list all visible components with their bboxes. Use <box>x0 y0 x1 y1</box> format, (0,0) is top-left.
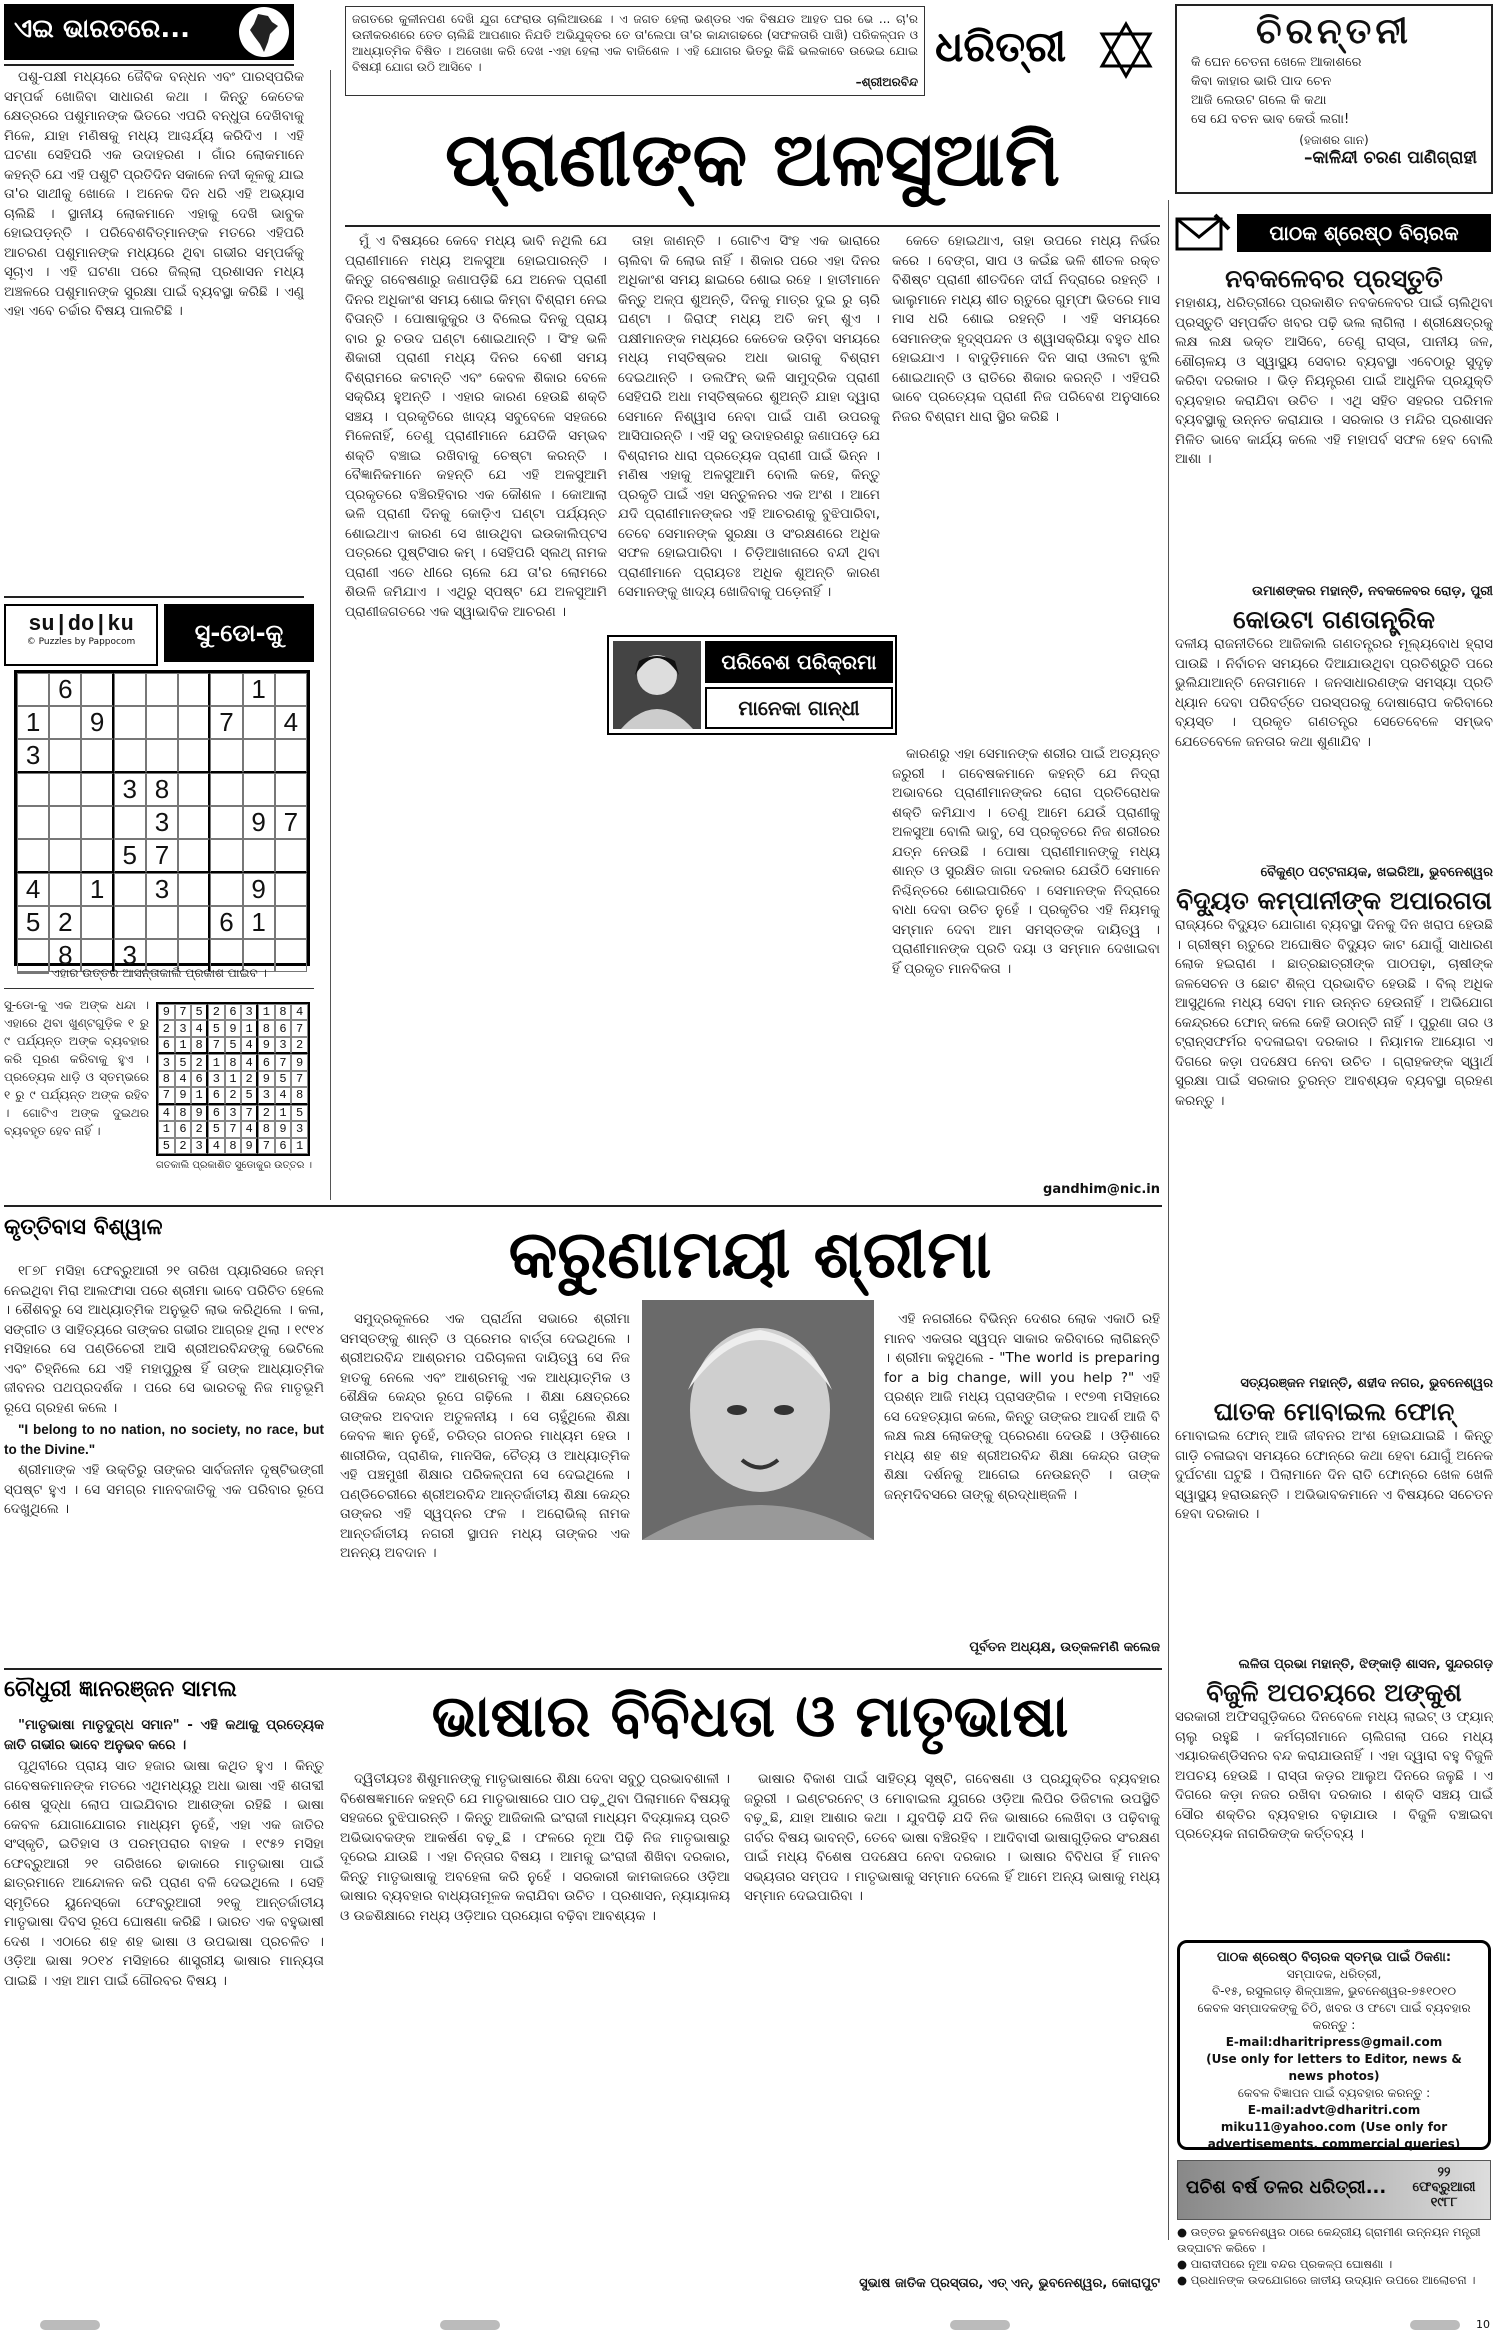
sudoku-solution-cell: 3 <box>208 1071 225 1087</box>
sudoku-cell <box>275 673 307 706</box>
mid-article-col2 <box>340 1310 630 1640</box>
sudoku-cell <box>81 806 113 839</box>
poem-author: –କାଳିନ୍ଦୀ ଚରଣ ପାଣିଗ୍ରାହୀ <box>1303 148 1477 168</box>
sudoku-solution-cell: 5 <box>208 1020 225 1036</box>
past-item-2: ● ପାରାଦୀପରେ ନୂଆ ବନ୍ଦର ପ୍ରକଳ୍ପ ଘୋଷଣା । <box>1177 2257 1393 2271</box>
sudoku-grid <box>14 670 310 970</box>
sudoku-solution-cell: 6 <box>275 1020 292 1036</box>
sudoku-solution-cell: 2 <box>158 1020 175 1036</box>
sudoku-cell <box>17 773 49 806</box>
sudoku-solution-cell: 7 <box>175 1004 192 1020</box>
sudoku-solution-cell: 3 <box>225 1105 242 1121</box>
sudoku-cell: 7 <box>210 706 242 739</box>
sudoku-logo-text: su|do|ku <box>28 612 134 637</box>
sudoku-cell <box>178 773 210 806</box>
sudoku-solution-cell: 3 <box>291 1121 308 1137</box>
sudoku-solution-cell: 7 <box>275 1054 292 1070</box>
sudoku-cell: 2 <box>49 906 81 939</box>
sudoku-solution-cell: 4 <box>291 1004 308 1020</box>
sudoku-cell: 4 <box>17 873 49 906</box>
sudoku-cell: 8 <box>146 773 178 806</box>
contact-line-2: ବି-୧୫, ରସୁଲଗଡ଼ ଶିଳ୍ପାଞ୍ଚଳ, ଭୁବନେଶ୍ୱର-୭୫୧୦୧୦ <box>1211 1984 1457 1998</box>
sudoku-solution-cell: 3 <box>275 1037 292 1054</box>
sudoku-cell <box>210 806 242 839</box>
main-col3-text: କେତେ ହୋଇଥାଏ, ତାହା ଉପରେ ମଧ୍ୟ ନିର୍ଭର କରେ । ବେଙ୍ଗ, ସାପ ଓ କଇଁଛ ଭଳି ଶୀତଳ ରକ୍ତ ବିଶିଷ୍ଟ ପ୍ରାଣୀ ଶୀତଦିନେ ଦୀର୍ଘ ନିଦ୍ରାରେ ରହନ୍ତି । ଭାଲୁମାନେ ମଧ୍ୟ ଶୀତ ଋତୁରେ ଗୁମ୍ଫା ଭିତରେ ମାସ ମାସ ଧରି ଶୋଇ ରହନ୍ତି । ଏହି ସମୟରେ ସେମାନଙ୍କ ହୃଦ୍‌ସ୍ପନ୍ଦନ ଓ ଶ୍ୱାସକ୍ରିୟା ବହୁତ ଧୀର ହୋଇଯାଏ । ବାଦୁଡ଼ିମାନେ ଦିନ ସାରା ଓଲଟା ଝୁଲି ଶୋଇଥାନ୍ତି ଓ ରାତିରେ ଶିକାର କରନ୍ତି । ଏହିପରି ଭାବେ ପ୍ରତ୍ୟେକ ପ୍ରାଣୀ ନିଜ ପରିବେଶ ଅନୁସାରେ ନିଜର ବିଶ୍ରାମ ଧାରା ସ୍ଥିର କରିଛି । <box>892 233 1160 425</box>
sudoku-solution-cell: 4 <box>241 1121 258 1137</box>
contact-line-1: ସମ୍ପାଦକ, ଧରିତ୍ରୀ, <box>1286 1967 1382 1981</box>
letter-2-body: ଦଳୀୟ ରାଜନୀତିରେ ଆଜିକାଲି ଗଣତନ୍ତ୍ରର ମୂଲ୍ୟବୋଧ ହ୍ରାସ ପାଉଛି । ନିର୍ବାଚନ ସମୟରେ ଦିଆଯାଉଥିବା ପ୍ରତିଶ୍ରୁତି ପରେ ଭୁଲିଯାଆନ୍ତି ନେତାମାନେ । ଜନସାଧାରଣଙ୍କ ସମସ୍ୟା ପ୍ରତି ଧ୍ୟାନ ଦେବା ପରିବର୍ତ୍ତେ ପରସ୍ପରକୁ ଦୋଷାରୋପ କରିବାରେ ବ୍ୟସ୍ତ । ପ୍ରକୃତ ଗଣତନ୍ତ୍ର ସେତେବେଳେ ସମ୍ଭବ ଯେତେବେଳେ ଜନତାର କଥା ଶୁଣାଯିବ । <box>1175 636 1493 750</box>
sudoku-solution-cell: 2 <box>225 1087 242 1104</box>
main-col1-text: ମୁଁ ଏ ବିଷୟରେ କେବେ ମଧ୍ୟ ଭାବି ନଥିଲି ଯେ ପ୍ରାଣୀମାନେ ମଧ୍ୟ ଅଳସୁଆ ହୋଇପାରନ୍ତି । କିନ୍ତୁ ଗବେଷଣାରୁ ଜଣାପଡ଼ିଛି ଯେ ଅନେକ ପ୍ରାଣୀ ଦିନର ଅଧିକାଂଶ ସମୟ ଶୋଇ କିମ୍ବା ବିଶ୍ରାମ ନେଇ ବିତାନ୍ତି । ପୋଷାକୁକୁର ଓ ବିଲେଇ ଦିନକୁ ପ୍ରାୟ ବାର ରୁ ଚଉଦ ଘଣ୍ଟା ଶୋଇଥାନ୍ତି । ସିଂହ ଭଳି ଶିକାରୀ ପ୍ରାଣୀ ମଧ୍ୟ ଦିନର ବେଶୀ ସମୟ ବିଶ୍ରାମରେ କଟାନ୍ତି ଏବଂ କେବଳ ଶିକାର ବେଳେ ସକ୍ରିୟ ହୁଅନ୍ତି । ଏହାର କାରଣ ହେଉଛି ଶକ୍ତି ସଞ୍ଚୟ । ପ୍ରକୃତିରେ ଖାଦ୍ୟ ସବୁବେଳେ ସହଜରେ ମିଳେନାହିଁ, ତେଣୁ ପ୍ରାଣୀମାନେ ଯେତିକି ସମ୍ଭବ ଶକ୍ତି ବଞ୍ଚାଇ ରଖିବାକୁ ଚେଷ୍ଟା କରନ୍ତି । ବୈଜ୍ଞାନିକମାନେ କହନ୍ତି ଯେ ଏହି ଅଳସୁଆମି ପ୍ରକୃତରେ ବଞ୍ଚିରହିବାର ଏକ କୌଶଳ । କୋଆଲା ଭଳି ପ୍ରାଣୀ ଦିନକୁ କୋଡ଼ିଏ ଘଣ୍ଟା ପର୍ଯ୍ୟନ୍ତ ଶୋଇଥାଏ କାରଣ ସେ ଖାଉଥିବା ଇଉକାଲିପ୍ଟସ ପତ୍ରରେ ପୁଷ୍ଟିସାର କମ୍ । ସେହିପରି ସ୍ଲଥ୍ ନାମକ ପ୍ରାଣୀ ଏତେ ଧୀରେ ଚାଲେ ଯେ ତା'ର ଲୋମରେ ଶିଉଳି ଜମିଯାଏ । ଏଥିରୁ ସ୍ପଷ୍ଟ ଯେ ଅଳସୁଆମି ପ୍ରାଣୀଜଗତରେ ଏକ ସ୍ୱାଭାବିକ ଆଚରଣ । <box>345 233 607 620</box>
sudoku-solution-cell: 3 <box>258 1087 275 1104</box>
contact-line-6: କେବଳ ବିଜ୍ଞାପନ ପାଇଁ ବ୍ୟବହାର କରନ୍ତୁ : <box>1237 2086 1431 2100</box>
india-map-icon <box>238 6 290 58</box>
sudoku-cell <box>17 673 49 706</box>
sudoku-cell <box>275 773 307 806</box>
mid-byline: ପୂର୍ବତନ ଅଧ୍ୟକ୍ଷ, ଉତ୍କଳମଣି କଲେଜ <box>969 1640 1160 1655</box>
poem-box <box>1175 4 1493 194</box>
sudoku-instructions: ସୁ-ଡୋ-କୁ ଏକ ଅଙ୍କ ଧନ୍ଦା । ଏହାରେ ଥିବା ଖୁଣ୍ଟଗୁଡ଼ିକ ୧ ରୁ ୯ ପର୍ଯ୍ୟନ୍ତ ଅଙ୍କ ବ୍ୟବହାର କରି ପୂରଣ କରିବାକୁ ହୁଏ । ପ୍ରତ୍ୟେକ ଧାଡ଼ି ଓ ସ୍ତମ୍ଭରେ ୧ ରୁ ୯ ପର୍ଯ୍ୟନ୍ତ ଅଙ୍କ ରହିବ । ଗୋଟିଏ ଅଙ୍କ ଦୁଇଥର ବ୍ୟବହୃତ ହେବ ନାହିଁ । <box>4 998 149 1138</box>
sudoku-solution-cell: 3 <box>191 1138 208 1154</box>
sudoku-answer-note: ଏହାର ଉତ୍ତର ଆସନ୍ତାକାଲି ପ୍ରକାଶ ପାଇବ । <box>51 966 267 980</box>
letter-5 <box>1175 1678 1493 1924</box>
sudoku-cell: 5 <box>17 906 49 939</box>
sudoku-solution-cell: 4 <box>241 1037 258 1054</box>
bottom-author: ଚୌଧୁରୀ ଜ୍ଞାନରଞ୍ଜନ ସାମଲ <box>4 1676 237 1702</box>
sudoku-cell <box>178 839 210 873</box>
sudoku-solution-cell: 2 <box>258 1105 275 1121</box>
sudoku-solution-cell: 4 <box>158 1105 175 1121</box>
bottom-col3-text: ଭାଷାର ବିକାଶ ପାଇଁ ସାହିତ୍ୟ ସୃଷ୍ଟି, ଗବେଷଣା ଓ ପ୍ରଯୁକ୍ତିର ବ୍ୟବହାର ଜରୁରୀ । ଇଣ୍ଟରନେଟ୍ ଓ ମୋବାଇଲ ଯୁଗରେ ଓଡ଼ିଆ ଲିପିର ଡିଜିଟାଲ ଉପସ୍ଥିତି ବଢ଼ୁଛି, ଯାହା ଆଶାର କଥା । ଯୁବପିଢ଼ି ଯଦି ନିଜ ଭାଷାରେ ଲେଖିବା ଓ ପଢ଼ିବାକୁ ଗର୍ବର ବିଷୟ ଭାବନ୍ତି, ତେବେ ଭାଷା ବଞ୍ଚିରହିବ । ଆଦିବାସୀ ଭାଷାଗୁଡ଼ିକର ସଂରକ୍ଷଣ ପାଇଁ ମଧ୍ୟ ବିଶେଷ ପଦକ୍ଷେପ ନେବା ଦରକାର । ଭାଷାର ବିବିଧତା ହିଁ ମାନବ ସଭ୍ୟତାର ସମ୍ପଦ । ମାତୃଭାଷାକୁ ସମ୍ମାନ ଦେଲେ ହିଁ ଆମେ ଅନ୍ୟ ଭାଷାକୁ ମଧ୍ୟ ସମ୍ମାନ ଦେଇପାରିବା । <box>744 1771 1160 1904</box>
sudoku-solution-cell: 2 <box>175 1138 192 1154</box>
sudoku-cell <box>210 773 242 806</box>
footer-marker-4 <box>1410 2320 1460 2330</box>
sudoku-solution-cell: 6 <box>208 1105 225 1121</box>
mid-article-col3 <box>884 1310 1160 1640</box>
sudoku-solution-cell: 8 <box>275 1004 292 1020</box>
sudoku-solution-cell: 2 <box>241 1071 258 1087</box>
past-item-3-text: ପ୍ରଧାନଙ୍କ ଉଦଯୋଗରେ ଜାତୀୟ ଉଦ୍ୟାନ ଉପରେ ଆଲୋଚନା । <box>1190 2273 1476 2287</box>
sudoku-solution-cell: 7 <box>241 1105 258 1121</box>
sudoku-cell <box>275 839 307 873</box>
sudoku-cell <box>114 806 146 839</box>
sudoku-solution-cell: 1 <box>275 1105 292 1121</box>
sudoku-cell <box>178 873 210 906</box>
sudoku-cell: 3 <box>114 939 146 972</box>
sudoku-cell: 7 <box>275 806 307 839</box>
star-of-david-icon <box>1096 20 1156 80</box>
sudoku-solution-cell: 3 <box>175 1020 192 1036</box>
sudoku-cell <box>178 739 210 773</box>
sudoku-solution-cell: 9 <box>258 1071 275 1087</box>
columnist-photo <box>613 641 701 729</box>
sudoku-solution-cell: 1 <box>175 1037 192 1054</box>
sudoku-solution-cell: 8 <box>158 1071 175 1087</box>
sudoku-cell <box>81 839 113 873</box>
past-item-2-text: ପାରାଦୀପରେ ନୂଆ ବନ୍ଦର ପ୍ରକଳ୍ପ ଘୋଷଣା । <box>1190 2257 1393 2271</box>
sudoku-cell <box>275 906 307 939</box>
sudoku-solution-cell: 8 <box>258 1020 275 1036</box>
sudoku-solution-cell: 7 <box>291 1020 308 1036</box>
sudoku-cell <box>275 873 307 906</box>
sudoku-solution-cell: 4 <box>208 1138 225 1154</box>
sudoku-cell <box>243 706 275 739</box>
sudoku-cell: 1 <box>243 906 275 939</box>
sudoku-cell <box>49 806 81 839</box>
main-article-col3 <box>892 232 1160 642</box>
bottom-article-col2 <box>340 1770 730 2290</box>
past-item-1: ● ଉତ୍ତର ଭୁବନେଶ୍ୱର ଠାରେ କେନ୍ଦ୍ରୀୟ ଗ୍ରାମୀଣ ଉନ୍ନୟନ ମନ୍ତ୍ରୀ ଉଦ୍‌ଘାଟନ କରିବେ । <box>1177 2225 1481 2255</box>
sudoku-solution-cell: 9 <box>225 1020 242 1036</box>
sudoku-cell <box>210 839 242 873</box>
quote-box <box>345 6 925 96</box>
letter-3 <box>1175 886 1493 1391</box>
poem-title: ଚିରନ୍ତନୀ <box>1255 10 1412 52</box>
columnist-name: ମାନେକା ଗାନ୍ଧୀ <box>705 687 893 729</box>
sudoku-solution-cell: 8 <box>225 1054 242 1070</box>
sudoku-cell <box>146 739 178 773</box>
sudoku-cell: 1 <box>17 706 49 739</box>
sudoku-cell <box>178 673 210 706</box>
mid-col1-text: ୧୮୭୮ ମସିହା ଫେବ୍ରୁଆରୀ ୨୧ ତାରିଖ ପ୍ୟାରିସରେ ଜନ୍ମ ନେଇଥିବା ମିରା ଆଲଫାସା ପରେ ଶ୍ରୀମା ଭାବେ ପରିଚିତ ହେଲେ । ଶୈଶବରୁ ସେ ଆଧ୍ୟାତ୍ମିକ ଅନୁଭୂତି ଲାଭ କରିଥିଲେ । କଳା, ସଙ୍ଗୀତ ଓ ସାହିତ୍ୟରେ ତାଙ୍କର ଗଭୀର ଆଗ୍ରହ ଥିଲା । ୧୯୧୪ ମସିହାରେ ସେ ପଣ୍ଡିଚେରୀ ଆସି ଶ୍ରୀଅରବିନ୍ଦଙ୍କୁ ଭେଟିଲେ ଏବଂ ଚିହ୍ନିଲେ ଯେ ଏହି ମହାପୁରୁଷ ହିଁ ତାଙ୍କ ଆଧ୍ୟାତ୍ମିକ ଜୀବନର ପଥପ୍ରଦର୍ଶକ । ପରେ ସେ ଭାରତକୁ ନିଜ ମାତୃଭୂମି ରୂପେ ଗ୍ରହଣ କଲେ । <box>4 1263 324 1416</box>
page-number: 10 <box>1476 2318 1490 2331</box>
sudoku-solution-cell: 1 <box>208 1054 225 1070</box>
main-article-email[interactable]: gandhim@nic.in <box>1043 1182 1160 1197</box>
sudoku-cell: 8 <box>49 939 81 972</box>
sudoku-solution-cell: 6 <box>225 1004 242 1020</box>
sudoku-cell <box>81 773 113 806</box>
left-article-body <box>4 68 304 588</box>
envelope-icon <box>1175 213 1231 253</box>
sudoku-solution-cell: 9 <box>275 1121 292 1137</box>
sudoku-cell <box>49 773 81 806</box>
sudoku-cell <box>275 739 307 773</box>
sudoku-solution-cell: 9 <box>291 1054 308 1070</box>
sudoku-cell <box>114 739 146 773</box>
sudoku-solution-cell: 2 <box>208 1004 225 1020</box>
letter-1-title: ନବକଳେବର ପ୍ରସ୍ତୁତି <box>1225 264 1443 293</box>
column-label: ଏଇ ଭାରତରେ... <box>14 14 190 44</box>
bottom-col1-text: ପୃଥିବୀରେ ପ୍ରାୟ ସାତ ହଜାର ଭାଷା କଥିତ ହୁଏ । କିନ୍ତୁ ଗବେଷକମାନଙ୍କ ମତରେ ଏଥିମଧ୍ୟରୁ ଅଧା ଭାଷା ଏହି ଶତାବ୍ଦୀ ଶେଷ ସୁଦ୍ଧା ଲୋପ ପାଇଯିବାର ଆଶଙ୍କା ରହିଛି । ଭାଷା କେବଳ ଯୋଗାଯୋଗର ମାଧ୍ୟମ ନୁହେଁ, ଏହା ଏକ ଜାତିର ସଂସ୍କୃତି, ଇତିହାସ ଓ ପରମ୍ପରାର ବାହକ । ୧୯୫୨ ମସିହା ଫେବ୍ରୁଆରୀ ୨୧ ତାରିଖରେ ଢାକାରେ ମାତୃଭାଷା ପାଇଁ ଛାତ୍ରମାନେ ଆନ୍ଦୋଳନ କରି ପ୍ରାଣ ବଳି ଦେଇଥିଲେ । ସେହି ସ୍ମୃତିରେ ୟୁନେସ୍କୋ ଫେବ୍ରୁଆରୀ ୨୧କୁ ଆନ୍ତର୍ଜାତୀୟ ମାତୃଭାଷା ଦିବସ ରୂପେ ଘୋଷଣା କରିଛି । ଭାରତ ଏକ ବହୁଭାଷୀ ଦେଶ । ଏଠାରେ ଶହ ଶହ ଭାଷା ଓ ଉପଭାଷା ପ୍ରଚଳିତ । ଓଡ଼ିଆ ଭାଷା ୨୦୧୪ ମସିହାରେ ଶାସ୍ତ୍ରୀୟ ଭାଷାର ମାନ୍ୟତା ପାଇଛି । ଏହା ଆମ ପାଇଁ ଗୌରବର ବିଷୟ । <box>4 1758 324 1989</box>
masthead-title: ଧରିତ୍ରୀ <box>935 22 1067 71</box>
sudoku-cell <box>146 673 178 706</box>
sudoku-solution-cell: 5 <box>175 1054 192 1070</box>
letter-5-body: ସରକାରୀ ଅଫିସଗୁଡ଼ିକରେ ଦିନବେଳେ ମଧ୍ୟ ଲାଇଟ୍ ଓ ଫ୍ୟାନ୍ ଚାଲୁ ରହୁଛି । କର୍ମଚାରୀମାନେ ଚାଲିଗଲା ପରେ ମଧ୍ୟ ଏୟାରକଣ୍ଡିସନର ବନ୍ଦ କରାଯାଉନାହିଁ । ଏହା ଦ୍ୱାରା ବହୁ ବିଜୁଳି ଅପଚୟ ହେଉଛି । ରାସ୍ତା କଡ଼ର ଆଲୁଅ ଦିନରେ ଜଳୁଛି । ଏ ଦିଗରେ କଡ଼ା ନଜର ରଖିବା ଦରକାର । ଶକ୍ତି ସଞ୍ଚୟ ପାଇଁ ସୌର ଶକ୍ତିର ବ୍ୟବହାର ବଢ଼ାଯାଉ । ବିଜୁଳି ବଞ୍ଚାଇବା ପ୍ରତ୍ୟେକ ନାଗରିକଙ୍କ କର୍ତ୍ତବ୍ୟ । <box>1175 1709 1493 1842</box>
quote-text: ଜଗତରେ କୁଳୀନପଣ ଦେଖି ଯୁଗ ଫେରାଉ ଚାଲିଆଉଛେ । ଏ ଜଗତ ହେଲା ଭଣ୍ଡର ଏକ ବିଷଯଡ ଆହତ ଘର ଭେ ... ଚା'ର ଉନୀକରଣରେ ତେତ ଚାଲିଛି ଆପଣାର ନିଯତି ଅଭିଯୁକ୍ତର ତେ ତା'ଲେପା ତା'ର କାନ୍ଦାଗଢରେ (ସଫଳତାରି ପାଖି) ପରିକଳ୍ପନ ଓ ଆଧ୍ୟାତ୍ମିକ ବିଷିତ । ଅତୋଖା କରି ଦେଖ -ଏହା ହେଲା ଏକ ବାଜିଶେଳ । ଏହି ଯୋଗର ଭିତରୁ କିଛି ଭଲକାବେ ଉଭେଇ ଯୋଇ ବିଷୟୀ ଯୋଗ ଉଠି ଆସିବେ । <box>352 12 918 74</box>
contact-email-advt[interactable]: E-mail:advt@dharitri.com <box>1247 2103 1421 2117</box>
sudoku-cell <box>178 806 210 839</box>
sudoku-solution-cell: 6 <box>158 1037 175 1054</box>
masthead <box>935 8 1160 98</box>
sudoku-solution-cell: 3 <box>241 1004 258 1020</box>
sudoku-solution-cell: 1 <box>291 1138 308 1154</box>
sudoku-solution-cell: 6 <box>275 1138 292 1154</box>
sudoku-cell <box>178 706 210 739</box>
poem-source: (ହଜାଶର ଗାନ) <box>1299 133 1369 147</box>
column-label-box <box>4 4 294 60</box>
sudoku-solution-cell: 5 <box>225 1037 242 1054</box>
sudoku-cell: 9 <box>243 873 275 906</box>
sudoku-solution-cell: 9 <box>258 1037 275 1054</box>
main-col2-text: ତାହା ଜାଣନ୍ତି । ଗୋଟିଏ ସିଂହ ଏକ ଭାରାରେ ଚାଲିବା କି ଲୋଭ ନାହିଁ । ଶିକାର ପରେ ଏହା ଦିନର ଅଧିକାଂଶ ସମୟ ଛାଇରେ ଶୋଇ ରହେ । ହାତୀମାନେ କିନ୍ତୁ ଅଳ୍ପ ଶୁଅନ୍ତି, ଦିନକୁ ମାତ୍ର ଦୁଇ ରୁ ଚାରି ଘଣ୍ଟା । ଜିରାଫ୍ ମଧ୍ୟ ଅତି କମ୍ ଶୁଏ । ପକ୍ଷୀମାନଙ୍କ ମଧ୍ୟରେ କେତେକ ଉଡ଼ିବା ସମୟରେ ମଧ୍ୟ ମସ୍ତିଷ୍କର ଅଧା ଭାଗକୁ ବିଶ୍ରାମ ଦେଇଥାନ୍ତି । ଡଲଫିନ୍ ଭଳି ସାମୁଦ୍ରିକ ପ୍ରାଣୀ ସେହିପରି ଅଧା ମସ୍ତିଷ୍କରେ ଶୁଅନ୍ତି ଯାହା ଦ୍ୱାରା ସେମାନେ ନିଶ୍ୱାସ ନେବା ପାଇଁ ପାଣି ଉପରକୁ ଆସିପାରନ୍ତି । ଏହି ସବୁ ଉଦାହରଣରୁ ଜଣାପଡ଼େ ଯେ ବିଶ୍ରାମର ଧାରା ପ୍ରତ୍ୟେକ ପ୍ରାଣୀ ପାଇଁ ଭିନ୍ନ । ମଣିଷ ଏହାକୁ ଅଳସୁଆମି ବୋଲି କହେ, କିନ୍ତୁ ପ୍ରକୃତି ପାଇଁ ଏହା ସନ୍ତୁଳନର ଏକ ଅଂଶ । ଆମେ ଯଦି ପ୍ରାଣୀମାନଙ୍କର ଏହି ଆଚରଣକୁ ବୁଝିପାରିବା, ତେବେ ସେମାନଙ୍କ ସୁରକ୍ଷା ଓ ସଂରକ୍ଷଣରେ ଅଧିକ ସଫଳ ହୋଇପାରିବା । ଚିଡ଼ିଆଖାନାରେ ବନ୍ଦୀ ଥିବା ପ୍ରାଣୀମାନେ ପ୍ରାୟତଃ ଅଧିକ ଶୁଅନ୍ତି କାରଣ ସେମାନଙ୍କୁ ଖାଦ୍ୟ ଖୋଜିବାକୁ ପଡ଼େନାହିଁ । <box>618 233 880 600</box>
sudoku-solution-cell: 8 <box>175 1105 192 1121</box>
sudoku-cell: 9 <box>243 806 275 839</box>
sudoku-cell <box>146 906 178 939</box>
mid-headline: କରୁଣାମୟୀ ଶ୍ରୀମା <box>508 1215 992 1293</box>
sudoku-solution-cell: 8 <box>291 1087 308 1104</box>
contact-email-press[interactable]: E-mail:dharitripress@gmail.com <box>1225 2035 1443 2049</box>
sudoku-solution-cell: 8 <box>258 1121 275 1137</box>
past-item-1-text: ଉତ୍ତର ଭୁବନେଶ୍ୱର ଠାରେ କେନ୍ଦ୍ରୀୟ ଗ୍ରାମୀଣ ଉନ୍ନୟନ ମନ୍ତ୍ରୀ ଉଦ୍‌ଘାଟନ କରିବେ । <box>1177 2225 1481 2255</box>
sudoku-cell: 6 <box>210 906 242 939</box>
sudoku-cell <box>210 873 242 906</box>
sudoku-cell <box>114 906 146 939</box>
mid-article-col1 <box>4 1262 324 1642</box>
sudoku-solution-cell: 4 <box>175 1071 192 1087</box>
mid-col3-text: ଏହି ନଗରୀରେ ବିଭିନ୍ନ ଦେଶର ଲୋକ ଏକାଠି ରହି ମାନବ ଏକତାର ସ୍ୱପ୍ନ ସାକାର କରିବାରେ ଲାଗିଛନ୍ତି । ଶ୍ରୀମା କହୁଥିଲେ - "The world is preparing for a big change, will you help ?" ଏହି ପ୍ରଶ୍ନ ଆଜି ମଧ୍ୟ ପ୍ରାସଙ୍ଗିକ । ୧୯୭୩ ମସିହାରେ ସେ ଦେହତ୍ୟାଗ କଲେ, କିନ୍ତୁ ତାଙ୍କର ଆଦର୍ଶ ଆଜି ବି ଲକ୍ଷ ଲକ୍ଷ ଲୋକଙ୍କୁ ପ୍ରେରଣା ଦେଉଛି । ଓଡ଼ିଶାରେ ମଧ୍ୟ ଶହ ଶହ ଶ୍ରୀଅରବିନ୍ଦ ଶିକ୍ଷା କେନ୍ଦ୍ର ତାଙ୍କ ଶିକ୍ଷା ଦର୍ଶନକୁ ଆଗେଇ ନେଉଛନ୍ତି । ତାଙ୍କ ଜନ୍ମଦିବସରେ ତାଙ୍କୁ ଶ୍ରଦ୍ଧାଞ୍ଜଳି । <box>884 1311 1160 1503</box>
sudoku-solution-cell: 5 <box>158 1138 175 1154</box>
past-items <box>1177 2224 1491 2294</box>
main-article-col1 <box>345 232 607 1197</box>
sudoku-cell <box>81 906 113 939</box>
letter-1-author: ଉମାଶଙ୍କର ମହାନ୍ତି, ନବକଳେବର ରୋଡ଼, ପୁରୀ <box>1252 584 1493 599</box>
footer-bar <box>0 2316 1498 2334</box>
sudoku-cell <box>178 906 210 939</box>
contact-line-5: (Use only for letters to Editor, news & news photos) <box>1206 2052 1462 2083</box>
sudoku-cell <box>49 739 81 773</box>
sudoku-cell: 9 <box>81 706 113 739</box>
footer-marker-2 <box>440 2320 500 2330</box>
sudoku-title-text: ସୁ-ଡୋ-କୁ <box>194 619 284 647</box>
letter-4-author: ଲଳିତା ପ୍ରଭା ମହାନ୍ତି, ଝିଙ୍କାଡ଼ି ଶାସନ, ସୁନ୍ଦରଗଡ଼ <box>1238 1657 1493 1672</box>
sudoku-solution-grid <box>156 1002 310 1156</box>
sudoku-cell <box>114 673 146 706</box>
sudoku-cell <box>243 839 275 873</box>
column-title: ପରିବେଶ ପରିକ୍ରମା <box>705 641 893 683</box>
sudoku-solution-cell: 7 <box>208 1037 225 1054</box>
sudoku-solution-cell: 6 <box>175 1121 192 1137</box>
sudoku-cell: 1 <box>243 673 275 706</box>
sudoku-solution-cell: 2 <box>191 1121 208 1137</box>
sudoku-cell: 3 <box>17 739 49 773</box>
sudoku-solution-cell: 7 <box>225 1121 242 1137</box>
sudoku-solution-cell: 4 <box>241 1054 258 1070</box>
sudoku-solution-cell: 5 <box>275 1071 292 1087</box>
sudoku-solution-cell: 6 <box>258 1054 275 1070</box>
sudoku-solution-cell: 9 <box>191 1105 208 1121</box>
sudoku-cell <box>114 873 146 906</box>
sudoku-cell <box>243 773 275 806</box>
sudoku-logo-sub: © Puzzles by Pappocom <box>26 637 136 647</box>
sudoku-cell: 3 <box>114 773 146 806</box>
sudoku-cell <box>81 739 113 773</box>
letter-2-title: କୋଉଟା ଗଣତାନ୍ତ୍ରିକ <box>1233 605 1435 634</box>
sudoku-solution-cell: 5 <box>208 1121 225 1137</box>
sudoku-cell: 5 <box>114 839 146 873</box>
bottom-intro: "ମାତୃଭାଷା ମାତୃଦୁଗ୍ଧ ସମାନ" - ଏହି କଥାକୁ ପ୍ରତ୍ୟେକ ଜାତି ଗଭୀର ଭାବେ ଅନୁଭବ କରେ । <box>4 1717 324 1753</box>
poem-line-3: ଆଜି ଲେଉଟ ଗଲେ କି କଥା <box>1191 93 1327 108</box>
sudoku-solution-cell: 5 <box>241 1087 258 1104</box>
past-item-3: ● ପ୍ରଧାନଙ୍କ ଉଦଯୋଗରେ ଜାତୀୟ ଉଦ୍ୟାନ ଉପରେ ଆଲୋଚନା । <box>1177 2273 1476 2287</box>
sudoku-solution-cell: 5 <box>291 1105 308 1121</box>
sudoku-cell: 1 <box>81 873 113 906</box>
sudoku-cell: 3 <box>146 873 178 906</box>
sudoku-cell <box>49 839 81 873</box>
sudoku-solution-cell: 1 <box>258 1004 275 1020</box>
letter-3-body: ରାଜ୍ୟରେ ବିଦ୍ୟୁତ ଯୋଗାଣ ବ୍ୟବସ୍ଥା ଦିନକୁ ଦିନ ଖରାପ ହେଉଛି । ଗ୍ରୀଷ୍ମ ଋତୁରେ ଅଘୋଷିତ ବିଦ୍ୟୁତ କାଟ ଯୋଗୁଁ ସାଧାରଣ ଲୋକ ହଇରାଣ । ଛାତ୍ରଛାତ୍ରୀଙ୍କ ପାଠପଢ଼ା, ଚାଷୀଙ୍କ ଜଳସେଚନ ଓ ଛୋଟ ଶିଳ୍ପ ପ୍ରଭାବିତ ହେଉଛି । ବିଲ୍ ଅଧିକ ଆସୁଥିଲେ ମଧ୍ୟ ସେବା ମାନ ଉନ୍ନତ ହେଉନାହିଁ । ଅଭିଯୋଗ କେନ୍ଦ୍ରରେ ଫୋନ୍ କଲେ କେହି ଉଠାନ୍ତି ନାହିଁ । ପୁରୁଣା ତାର ଓ ଟ୍ରାନ୍ସଫର୍ମର ବଦଳାଇବା ଦରକାର । ନିୟାମକ ଆୟୋଗ ଏ ଦିଗରେ କଡ଼ା ପଦକ୍ଷେପ ନେବା ଉଚିତ । ଗ୍ରାହକଙ୍କ ସ୍ୱାର୍ଥ ସୁରକ୍ଷା ପାଇଁ ସରକାର ତୁରନ୍ତ ଆବଶ୍ୟକ ବ୍ୟବସ୍ଥା ଗ୍ରହଣ କରନ୍ତୁ । <box>1175 917 1493 1109</box>
letter-4 <box>1175 1397 1493 1672</box>
sudoku-cell <box>49 873 81 906</box>
letter-3-author: ସତ୍ୟରଞ୍ଜନ ମହାନ୍ତି, ଶହୀଦ ନଗର, ଭୁବନେଶ୍ୱର <box>1240 1376 1493 1391</box>
sudoku-solution-cell: 3 <box>158 1054 175 1070</box>
mid-quote-en: "I belong to no nation, no society, no race, but to the Divine." <box>4 1422 324 1457</box>
sudoku-solution-cell: 8 <box>225 1138 242 1154</box>
main-headline: ପ୍ରାଣୀଙ୍କ ଅଳସୁଆମି <box>444 117 1061 203</box>
sudoku-solution-cell: 9 <box>241 1138 258 1154</box>
mid-col1b-text: ଶ୍ରୀମାଙ୍କ ଏହି ଉକ୍ତିରୁ ତାଙ୍କର ସାର୍ବଜନୀନ ଦୃଷ୍ଟିଭଙ୍ଗୀ ସ୍ପଷ୍ଟ ହୁଏ । ସେ ସମଗ୍ର ମାନବଜାତିକୁ ଏକ ପରିବାର ରୂପେ ଦେଖୁଥିଲେ । <box>4 1462 324 1517</box>
sudoku-solution-cell: 6 <box>191 1071 208 1087</box>
sudoku-solution-cell: 4 <box>275 1087 292 1104</box>
sudoku-cell <box>210 673 242 706</box>
sudoku-solution-note: ଗତକାଲି ପ୍ରକାଶିତ ସୁଡୋକୁର ଉତ୍ତର । <box>156 1160 313 1171</box>
contact-line-9: advertisements, commercial queries) <box>1207 2137 1461 2151</box>
sudoku-solution-cell: 1 <box>225 1071 242 1087</box>
sudoku-title <box>164 604 314 662</box>
letter-5-title: ବିଜୁଳି ଅପଚୟରେ ଅଙ୍କୁଶ <box>1206 1678 1462 1707</box>
sudoku-cell <box>81 673 113 706</box>
columnist-badge <box>607 635 897 735</box>
sudoku-cell <box>17 839 49 873</box>
sudoku-cell <box>146 706 178 739</box>
letter-1-body: ମହାଶୟ, ଧରିତ୍ରୀରେ ପ୍ରକାଶିତ ନବକଳେବର ପାଇଁ ଚାଲିଥିବା ପ୍ରସ୍ତୁତି ସମ୍ପର୍କିତ ଖବର ପଢ଼ି ଭଲ ଲାଗିଲା । ଶ୍ରୀକ୍ଷେତ୍ରକୁ ଲକ୍ଷ ଲକ୍ଷ ଭକ୍ତ ଆସିବେ, ତେଣୁ ରାସ୍ତା, ପାନୀୟ ଜଳ, ଶୌଚାଳୟ ଓ ସ୍ୱାସ୍ଥ୍ୟ ସେବାର ବ୍ୟବସ୍ଥା ଏବେଠାରୁ ସୁଦୃଢ଼ କରିବା ଦରକାର । ଭିଡ଼ ନିୟନ୍ତ୍ରଣ ପାଇଁ ଆଧୁନିକ ପ୍ରଯୁକ୍ତି ବ୍ୟବହାର କରାଯିବା ଉଚିତ । ଏଥି ସହିତ ସହରର ପରିମଳ ବ୍ୟବସ୍ଥାକୁ ଉନ୍ନତ କରାଯାଉ । ସରକାର ଓ ମନ୍ଦିର ପ୍ରଶାସନ ମିଳିତ ଭାବେ କାର୍ଯ୍ୟ କଲେ ଏହି ମହାପର୍ବ ସଫଳ ହେବ ବୋଲି ଆଶା । <box>1175 295 1493 467</box>
sudoku-solution-cell: 9 <box>175 1087 192 1104</box>
sudoku-cell <box>114 706 146 739</box>
main-article-col3b <box>892 745 1160 1175</box>
sudoku-cell: 7 <box>146 839 178 873</box>
sudoku-cell <box>210 739 242 773</box>
sudoku-solution-cell: 6 <box>208 1087 225 1104</box>
sudoku-solution-cell: 2 <box>191 1054 208 1070</box>
letter-1 <box>1175 264 1493 599</box>
left-article-text: ପଶୁ-ପକ୍ଷୀ ମଧ୍ୟରେ ଜୈବିକ ବନ୍ଧନ ଏବଂ ପାରସ୍ପରିକ ସମ୍ପର୍କ ଖୋଜିବା ସାଧାରଣ କଥା । କିନ୍ତୁ କେତେକ କ୍ଷେତ୍ରରେ ପଶୁମାନଙ୍କ ଭିତରେ ଏପରି ବନ୍ଧୁତା ଦେଖିବାକୁ ମିଳେ, ଯାହା ମଣିଷକୁ ମଧ୍ୟ ଆଶ୍ଚର୍ଯ୍ୟ କରିଦିଏ । ଏହି ଘଟଣା ସେହିପରି ଏକ ଉଦାହରଣ । ଗାଁର ଲୋକମାନେ କହନ୍ତି ଯେ ଏହି ପଶୁଟି ପ୍ରତିଦିନ ସକାଳେ ନଦୀ କୂଳକୁ ଯାଇ ତା'ର ସାଥୀକୁ ଖୋଜେ । ଅନେକ ଦିନ ଧରି ଏହି ଅଭ୍ୟାସ ଚାଲିଛି । ସ୍ଥାନୀୟ ଲୋକମାନେ ଏହାକୁ ଦେଖି ଭାବୁକ ହୋଇପଡ଼ନ୍ତି । ପରିବେଶବିତ୍‌ମାନଙ୍କ ମତରେ ଏହିପରି ଆଚରଣ ପଶୁମାନଙ୍କ ମଧ୍ୟରେ ଥିବା ଗଭୀର ସମ୍ପର୍କକୁ ସୂଚାଏ । ଏହି ଘଟଣା ପରେ ଜିଲ୍ଲା ପ୍ରଶାସନ ମଧ୍ୟ ଅଞ୍ଚଳରେ ପଶୁମାନଙ୍କ ସୁରକ୍ଷା ପାଇଁ ବ୍ୟବସ୍ଥା କରିଛି । ଏଣୁ ଏହା ଏବେ ଚର୍ଚ୍ଚାର ବିଷୟ ପାଲଟିଛି । <box>4 69 304 319</box>
footer-marker-3 <box>950 2320 1010 2330</box>
letters-column <box>1175 264 1493 1924</box>
bottom-byline: ସୁଭାଷ ଜାତିକ ପ୍ରସ୍ତାର, ଏତ୍ ଏନ୍, ଭୁବନେଶ୍ୱର, କୋରାପୁଟ <box>859 2276 1160 2291</box>
sudoku-solution-cell: 7 <box>291 1071 308 1087</box>
mid-author: କୃତ୍ତିବାସ ବିଶ୍ୱାଳ <box>4 1214 163 1240</box>
sudoku-solution-cell: 4 <box>191 1020 208 1036</box>
letter-4-title: ଘାତକ ମୋବାଇଲ ଫୋନ୍ <box>1213 1397 1455 1426</box>
sudoku-cell <box>49 706 81 739</box>
sudoku-solution-cell: 8 <box>191 1037 208 1054</box>
past-label: ପଚିଶ ବର୍ଷ ତଳର ଧରିତ୍ରୀ... <box>1186 2177 1387 2198</box>
footer-marker-1 <box>40 2320 100 2330</box>
contact-box <box>1177 1940 1491 2150</box>
poem-line-4: ସେ ଯେ ବଚନ ଭାବ କେଉଁ ଲଗା! <box>1191 112 1350 127</box>
poem-line-2: କିବା କାହାର ଭାରି ପାଦ ଚେନ <box>1191 74 1332 89</box>
main-col3b-text: କାରଣରୁ ଏହା ସେମାନଙ୍କ ଶରୀର ପାଇଁ ଅତ୍ୟନ୍ତ ଜରୁରୀ । ଗବେଷକମାନେ କହନ୍ତି ଯେ ନିଦ୍ରା ଅଭାବରେ ପ୍ରାଣୀମାନଙ୍କର ରୋଗ ପ୍ରତିରୋଧକ ଶକ୍ତି କମିଯାଏ । ତେଣୁ ଆମେ ଯେଉଁ ପ୍ରାଣୀକୁ ଅଳସୁଆ ବୋଲି ଭାବୁ, ସେ ପ୍ରକୃତରେ ନିଜ ଶରୀରର ଯତ୍ନ ନେଉଛି । ପୋଷା ପ୍ରାଣୀମାନଙ୍କୁ ମଧ୍ୟ ଶାନ୍ତ ଓ ସୁରକ୍ଷିତ ଜାଗା ଦରକାର ଯେଉଁଠି ସେମାନେ ନିଶ୍ଚିନ୍ତରେ ଶୋଇପାରିବେ । ସେମାନଙ୍କ ନିଦ୍ରାରେ ବାଧା ଦେବା ଉଚିତ ନୁହେଁ । ପ୍ରକୃତିର ଏହି ନିୟମକୁ ସମ୍ମାନ ଦେବା ଆମ ସମସ୍ତଙ୍କ ଦାୟିତ୍ୱ । ପ୍ରାଣୀମାନଙ୍କ ପ୍ରତି ଦୟା ଓ ସମ୍ମାନ ଦେଖାଇବା ହିଁ ପ୍ରକୃତ ମାନବିକତା । <box>892 746 1160 977</box>
sudoku-cell <box>243 739 275 773</box>
mid-col2-text: ସମୁଦ୍ରକୂଳରେ ଏକ ପ୍ରାର୍ଥନା ସଭାରେ ଶ୍ରୀମା ସମସ୍ତଙ୍କୁ ଶାନ୍ତି ଓ ପ୍ରେମର ବାର୍ତ୍ତା ଦେଇଥିଲେ । ଶ୍ରୀଅରବିନ୍ଦ ଆଶ୍ରମର ପରିଚାଳନା ଦାୟିତ୍ୱ ସେ ନିଜ ହାତକୁ ନେଲେ ଏବଂ ଆଶ୍ରମକୁ ଏକ ଆଧ୍ୟାତ୍ମିକ ଓ ଶୈକ୍ଷିକ କେନ୍ଦ୍ର ରୂପେ ଗଢ଼ିଲେ । ଶିକ୍ଷା କ୍ଷେତ୍ରରେ ତାଙ୍କର ଅବଦାନ ଅତୁଳନୀୟ । ସେ ଚାହୁଁଥିଲେ ଶିକ୍ଷା କେବଳ ଜ୍ଞାନ ନୁହେଁ, ଚରିତ୍ର ଗଠନର ମାଧ୍ୟମ ହେଉ । ଶାରୀରିକ, ପ୍ରାଣିକ, ମାନସିକ, ଚୈତ୍ୟ ଓ ଆଧ୍ୟାତ୍ମିକ ଏହି ପଞ୍ଚମୁଖୀ ଶିକ୍ଷାର ପରିକଳ୍ପନା ସେ ଦେଇଥିଲେ । ପଣ୍ଡିଚେରୀରେ ଶ୍ରୀଅରବିନ୍ଦ ଆନ୍ତର୍ଜାତୀୟ ଶିକ୍ଷା କେନ୍ଦ୍ର ତାଙ୍କର ଏହି ସ୍ୱପ୍ନର ଫଳ । ଅରୋଭିଲ୍ ନାମକ ଆନ୍ତର୍ଜାତୀୟ ନଗରୀ ସ୍ଥାପନ ମଧ୍ୟ ତାଙ୍କର ଏକ ଅନନ୍ୟ ଅବଦାନ । <box>340 1311 630 1561</box>
sudoku-solution-cell: 1 <box>158 1121 175 1137</box>
letters-header-title: ପାଠକ ଶ୍ରେଷ୍ଠ ବିଚାରକ <box>1237 214 1491 252</box>
sudoku-cell: 3 <box>146 806 178 839</box>
sudoku-solution-cell: 2 <box>291 1037 308 1054</box>
bottom-article-col3 <box>744 1770 1160 2270</box>
letter-2-author: ବୈକୁଣ୍ଠ ପଟ୍ଟନାୟକ, ଖଇରିଆ, ଭୁବନେଶ୍ୱର <box>1260 865 1493 880</box>
letter-4-body: ମୋବାଇଲ ଫୋନ୍ ଆଜି ଜୀବନର ଅଂଶ ହୋଇଯାଇଛି । କିନ୍ତୁ ଗାଡ଼ି ଚଳାଇବା ସମୟରେ ଫୋନ୍‌ରେ କଥା ହେବା ଯୋଗୁଁ ଅନେକ ଦୁର୍ଘଟଣା ଘଟୁଛି । ପିଲାମାନେ ଦିନ ରାତି ଫୋନ୍‌ରେ ଖେଳ ଖେଳି ସ୍ୱାସ୍ଥ୍ୟ ହରାଉଛନ୍ତି । ଅଭିଭାବକମାନେ ଏ ବିଷୟରେ ସଚେତନ ହେବା ଦରକାର । <box>1175 1428 1493 1522</box>
sudoku-cell: 6 <box>49 673 81 706</box>
contact-line-3: କେବଳ ସମ୍ପାଦକଙ୍କୁ ଚିଠି, ଖବର ଓ ଫଟୋ ପାଇଁ ବ୍ୟବହାର କରନ୍ତୁ : <box>1197 2001 1471 2032</box>
quote-author: –ଶ୍ରୀଅରବିନ୍ଦ <box>855 75 918 89</box>
letter-2 <box>1175 605 1493 880</box>
sudoku-panel <box>4 604 324 1224</box>
bottom-article-col1 <box>4 1716 324 2296</box>
past-date: ୨୨ ଫେବ୍ରୁଆରୀ ୧୯୮୮ <box>1412 2165 1476 2210</box>
contact-email-alt[interactable]: miku11@yahoo.com (Use only for <box>1220 2120 1448 2134</box>
letters-header <box>1175 210 1493 256</box>
sudoku-solution-cell: 7 <box>258 1138 275 1154</box>
bottom-col2-text: ଦ୍ୱିତୀୟତଃ ଶିଶୁମାନଙ୍କୁ ମାତୃଭାଷାରେ ଶିକ୍ଷା ଦେବା ସବୁଠୁ ପ୍ରଭାବଶାଳୀ । ବିଶେଷଜ୍ଞମାନେ କହନ୍ତି ଯେ ମାତୃଭାଷାରେ ପାଠ ପଢ଼ୁଥିବା ପିଲାମାନେ ବିଷୟକୁ ସହଜରେ ବୁଝିପାରନ୍ତି । କିନ୍ତୁ ଆଜିକାଲି ଇଂରାଜୀ ମାଧ୍ୟମ ବିଦ୍ୟାଳୟ ପ୍ରତି ଅଭିଭାବକଙ୍କ ଆକର୍ଷଣ ବଢ଼ୁଛି । ଫଳରେ ନୂଆ ପିଢ଼ି ନିଜ ମାତୃଭାଷାରୁ ଦୂରେଇ ଯାଉଛି । ଏହା ଚିନ୍ତାର ବିଷୟ । ଆମକୁ ଇଂରାଜୀ ଶିଖିବା ଦରକାର, କିନ୍ତୁ ମାତୃଭାଷାକୁ ଅବହେଳା କରି ନୁହେଁ । ସରକାରୀ କାମକାଜରେ ଓଡ଼ିଆ ଭାଷାର ବ୍ୟବହାର ବାଧ୍ୟତାମୂଳକ କରାଯିବା ଉଚିତ । ପ୍ରଶାସନ, ନ୍ୟାୟାଳୟ ଓ ଉଚ୍ଚଶିକ୍ଷାରେ ମଧ୍ୟ ଓଡ଼ିଆର ପ୍ରୟୋଗ ବଢ଼ିବା ଆବଶ୍ୟକ । <box>340 1771 730 1924</box>
poem-line-1: କି ଘେନ ଚେତନା ଖେଳେ ଆକାଶରେ <box>1191 55 1362 70</box>
sudoku-solution-cell: 7 <box>158 1087 175 1104</box>
sudoku-solution-cell: 1 <box>241 1020 258 1036</box>
contact-title: ପାଠକ ଶ୍ରେଷ୍ଠ ବିଚାରକ ସ୍ତମ୍ଭ ପାଇଁ ଠିକଣା: <box>1216 1950 1452 1965</box>
sudoku-solution-cell: 9 <box>158 1004 175 1020</box>
bottom-headline: ଭାଷାର ବିବିଧତା ଓ ମାତୃଭାଷା <box>431 1682 1069 1750</box>
sudoku-solution-cell: 1 <box>191 1087 208 1104</box>
sudoku-cell <box>17 806 49 839</box>
sudoku-solution-cell: 5 <box>191 1004 208 1020</box>
letter-3-title: ବିଦ୍ୟୁତ କମ୍ପାନୀଙ୍କ ଅପାରଗତା <box>1176 886 1492 915</box>
past-banner <box>1177 2160 1491 2220</box>
sudoku-cell: 4 <box>275 706 307 739</box>
sudoku-logo <box>4 604 158 666</box>
mother-photo <box>642 1300 874 1540</box>
